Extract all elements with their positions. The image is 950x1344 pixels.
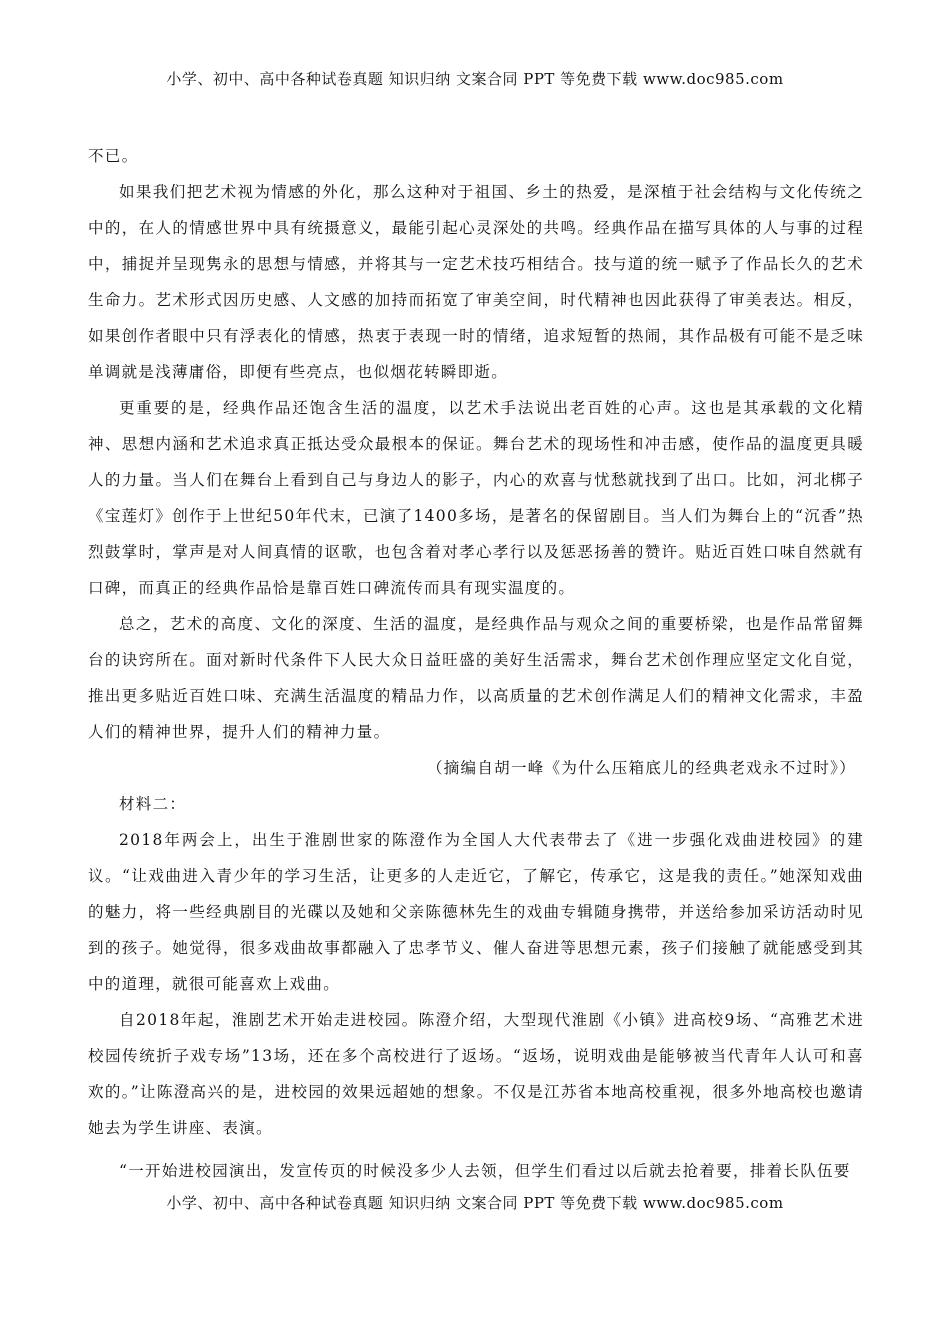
page-footer-watermark: 小学、初中、高中各种试卷真题 知识归纳 文案合同 PPT 等免费下载 www.doc985.com <box>166 1194 784 1212</box>
paragraph-continuation: 不已。 <box>88 147 139 165</box>
article-body <box>88 138 864 1146</box>
source-citation: （摘编自胡一峰《为什么压箱底儿的经典老戏永不过时》） <box>426 759 856 777</box>
material-two-label: 材料二： <box>119 795 187 813</box>
page-header-watermark: 小学、初中、高中各种试卷真题 知识归纳 文案合同 PPT 等免费下载 www.doc985.com <box>166 70 784 88</box>
paragraph-art-emotion: 如果我们把艺术视为情感的外化，那么这种对于祖国、乡土的热爱，是深植于社会结构与文化传统之中的，在人的情感世界中具有统摄意义，最能引起心灵深处的共鸣。经典作品在描写具体的人与事的过程中，捕捉并呈现隽永的思想与情感，并将其与一定艺术技巧相结合。技与道的统一赋予了作品长久的艺术生命力。艺术形式因历史感、人文感的加持而拓宽了审美空间，时代精神也因此获得了审美表达。相反，如果创作者眼中只有浮表化的情感，热衷于表现一时的情绪，追求短暂的热闹，其作品极有可能不是乏味单调就是浅薄庸俗，即便有些亮点，也似烟花转瞬即逝。 <box>88 183 864 381</box>
paragraph-life-warmth: 更重要的是，经典作品还饱含生活的温度，以艺术手法说出老百姓的心声。这也是其承载的文化精神、思想内涵和艺术追求真正抵达受众最根本的保证。舞台艺术的现场性和冲击感，使作品的温度更具暖人的力量。当人们在舞台上看到自己与身边人的影子，内心的欢喜与忧愁就找到了出口。比如，河北梆子《宝莲灯》创作于上世纪50年代末，已演了1400多场，是著名的保留剧目。当人们为舞台上的“沉香”热烈鼓掌时，掌声是对人间真情的讴歌，也包含着对孝心孝行以及惩恶扬善的赞许。贴近百姓口味自然就有口碑，而真正的经典作品恰是靠百姓口碑流传而具有现实温度的。 <box>88 399 864 597</box>
paragraph-chen-cheng-proposal: 2018年两会上，出生于淮剧世家的陈澄作为全国人大代表带去了《进一步强化戏曲进校园》的建议。“让戏曲进入青少年的学习生活，让更多的人走近它，了解它，传承它，这是我的责任。”她深知戏曲的魅力，将一些经典剧目的光碟以及她和父亲陈德林先生的戏曲专辑随身携带，并送给参加采访活动时见到的孩子。她觉得，很多戏曲故事都融入了忠孝节义、催人奋进等思想元素，孩子们接触了就能感受到其中的道理，就很可能喜欢上戏曲。 <box>88 831 864 993</box>
paragraph-campus-performance: “一开始进校园演出，发宣传页的时候没多少人去领，但学生们看过以后就去抢着要，排着长队伍要 <box>119 1162 851 1180</box>
paragraph-huaiju-campus: 自2018年起，淮剧艺术开始走进校园。陈澄介绍，大型现代淮剧《小镇》进高校9场、“高雅艺术进校园传统折子戏专场”13场，还在多个高校进行了返场。“返场，说明戏曲是能够被当代青年人认可和喜欢的。”让陈澄高兴的是，进校园的效果远超她的想象。不仅是江苏省本地高校重视，很多外地高校也邀请她去为学生讲座、表演。 <box>88 1011 864 1137</box>
paragraph-conclusion: 总之，艺术的高度、文化的深度、生活的温度，是经典作品与观众之间的重要桥梁，也是作品常留舞台的诀窍所在。面对新时代条件下人民大众日益旺盛的美好生活需求，舞台艺术创作理应坚定文化自觉，推出更多贴近百姓口味、充满生活温度的精品力作，以高质量的艺术创作满足人们的精神文化需求，丰盈人们的精神世界，提升人们的精神力量。 <box>88 615 864 741</box>
